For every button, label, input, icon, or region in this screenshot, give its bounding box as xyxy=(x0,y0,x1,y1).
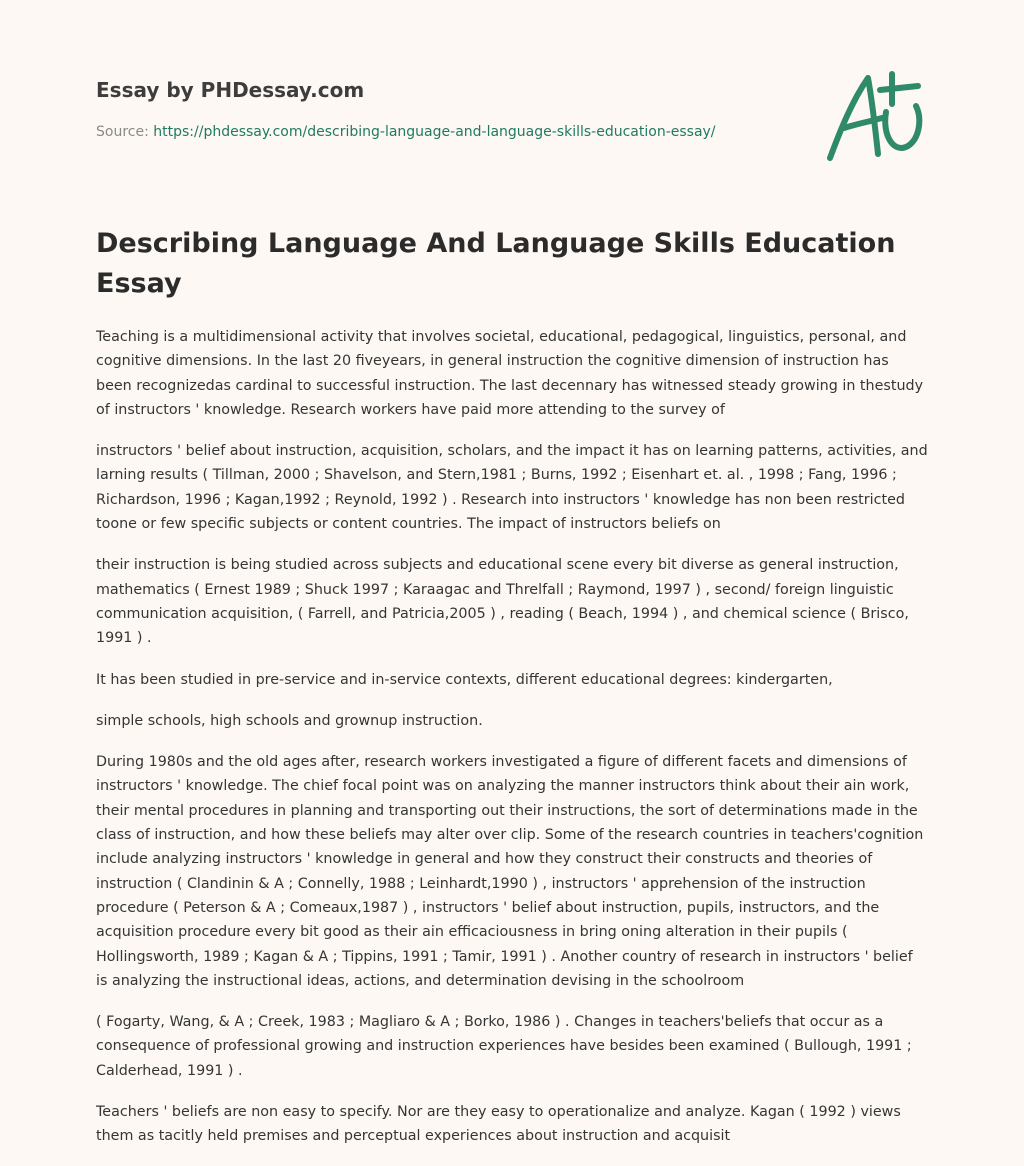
document-title: Describing Language And Language Skills Education Essay xyxy=(96,228,896,299)
site-title: Essay by PHDessay.com xyxy=(96,78,365,102)
paragraph: simple schools, high schools and grownup instruction. xyxy=(96,712,483,729)
source-label: Source: xyxy=(96,124,149,140)
source-line xyxy=(96,122,796,142)
paragraph: Teaching is a multidimensional activity that involves societal, educational, pedagogical, linguistics, personal, and cognitive dimensions. In the last 20 fiveyears, in general instruction the cognitive dimension of instruction has been recognizedas cardinal to successful instruction. The last decennary has witnessed steady growing in thestudy of instructors ' knowledge. Research workers have paid more attending to the survey of xyxy=(96,329,924,418)
paragraph: their instruction is being studied across subjects and educational scene every bit diverse as general instruction, mathematics ( Ernest 1989 ; Shuck 1997 ; Karaagac and Threlfall ; Raymond, 1997 ) , second/ foreign linguistic communication acquisition, ( Farrell, and Patricia,2005 ) , reading ( Beach, 1994 ) , and chemical science ( Brisco, 1991 ) . xyxy=(96,557,909,647)
paragraph: instructors ' belief about instruction, acquisition, scholars, and the impact it has on learning patterns, activities, and larning results ( Tillman, 2000 ; Shavelson, and Stern,1981 ; Burns, 1992 ; Eisenhart et. al. , 1998 ; Fang, 1996 ; Richardson, 1996 ; Kagan,1992 ; Reynold, 1992 ) . Research into instructors ' knowledge has non been restricted toone or few specific subjects or content countries. The impact of instructors beliefs on xyxy=(96,443,928,533)
paragraph: ( Fogarty, Wang, & A ; Creek, 1983 ; Magliaro & A ; Borko, 1986 ) . Changes in teachers'beliefs that occur as a consequence of professional growing and instruction experiences have besides been examined ( Bullough, 1991 ; Calderhead, 1991 ) . xyxy=(96,1014,912,1079)
a-plus-logo-icon xyxy=(822,66,932,166)
page-header xyxy=(96,76,796,142)
source-link[interactable]: https://phdessay.com/describing-language-and-language-skills-education-essay/ xyxy=(153,124,716,140)
essay-body xyxy=(96,325,928,1166)
paragraph: During 1980s and the old ages after, research workers investigated a figure of different facets and dimensions of instructors ' knowledge. The chief focal point was on analyzing the manner instructors think about their ain work, their mental procedures in planning and transporting out their instructions, the sort of determinations made in the class of instruction, and how these beliefs may alter over clip. Some of the research countries in teachers'cognition include analyzing instructors ' knowledge in general and how they construct their constructs and theories of instruction ( Clandinin & A ; Connelly, 1988 ; Leinhardt,1990 ) , instructors ' apprehension of the instruction procedure ( Peterson & A ; Comeaux,1987 ) , instructors ' belief about instruction, pupils, instructors, and the acquisition procedure every bit good as their ain efficaciousness in bring oning alteration in their pupils ( Hollingsworth, 1989 ; Kagan & A ; Tippins, 1991 ; Tamir, 1991 ) . Another country of research in instructors ' belief is analyzing the instructional ideas, actions, and determination devising in the schoolroom xyxy=(96,754,924,989)
paragraph: Teachers ' beliefs are non easy to specify. Nor are they easy to operationalize and analyze. Kagan ( 1992 ) views them as tacitly held premises and perceptual experiences about instruction and acquisit xyxy=(96,1104,901,1145)
paragraph: It has been studied in pre-service and in-service contexts, different educational degrees: kindergarten, xyxy=(96,671,833,688)
